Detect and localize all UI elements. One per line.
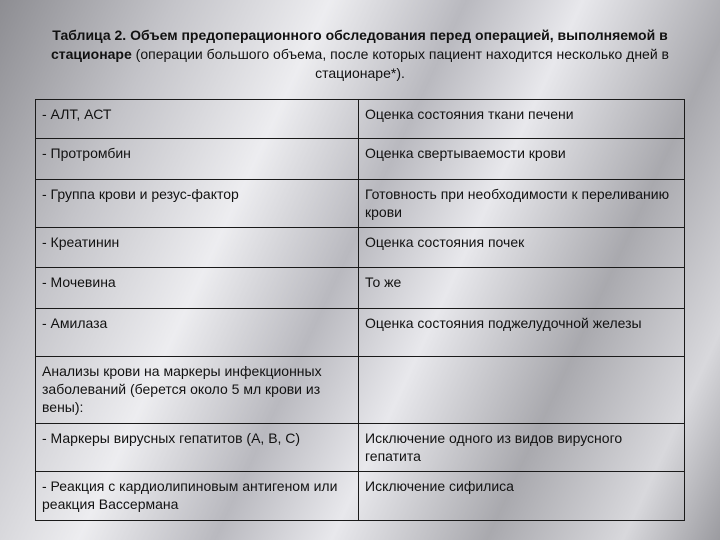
table-cell-test: - Амилаза — [36, 309, 359, 357]
table-cell-purpose: Оценка состояния ткани печени — [359, 100, 685, 139]
preop-exam-table — [35, 99, 685, 521]
table-row — [36, 100, 685, 139]
slide-title — [30, 26, 690, 83]
table-row — [36, 472, 685, 521]
table-cell-test: - Реакция с кардиолипиновым антигеном или реакция Вассермана — [36, 472, 359, 521]
table-cell-test: - Группа крови и резус-фактор — [36, 180, 359, 228]
table-cell-test: - Протромбин — [36, 139, 359, 180]
table-cell-purpose: Оценка свертываемости крови — [359, 139, 685, 180]
table-cell-test: - АЛТ, АСТ — [36, 100, 359, 139]
table-cell-test: - Креатинин — [36, 228, 359, 268]
table-row — [36, 228, 685, 268]
table-cell-purpose: Готовность при необходимости к переливанию крови — [359, 180, 685, 228]
table-row — [36, 180, 685, 228]
title-normal-part: (операции большого объема, после которых пациент находится несколько дней в стационаре*). — [131, 46, 669, 81]
table-row — [36, 424, 685, 472]
table-cell-purpose — [359, 357, 685, 424]
table-cell-purpose: Оценка состояния поджелудочной железы — [359, 309, 685, 357]
table-cell-test: - Мочевина — [36, 268, 359, 309]
table-cell-test: Анализы крови на маркеры инфекционных заболеваний (берется около 5 мл крови из вены): — [36, 357, 359, 424]
table-cell-purpose: То же — [359, 268, 685, 309]
table-cell-purpose: Оценка состояния почек — [359, 228, 685, 268]
table-row — [36, 357, 685, 424]
table-row — [36, 139, 685, 180]
table-row — [36, 309, 685, 357]
table-cell-test: - Маркеры вирусных гепатитов (А, В, С) — [36, 424, 359, 472]
title-bold-part: Таблица 2. Объем предоперационного обследования перед операцией, выполняемой в стационаре — [51, 27, 668, 62]
table-cell-purpose: Исключение сифилиса — [359, 472, 685, 521]
table-cell-purpose: Исключение одного из видов вирусного гепатита — [359, 424, 685, 472]
table-row — [36, 268, 685, 309]
